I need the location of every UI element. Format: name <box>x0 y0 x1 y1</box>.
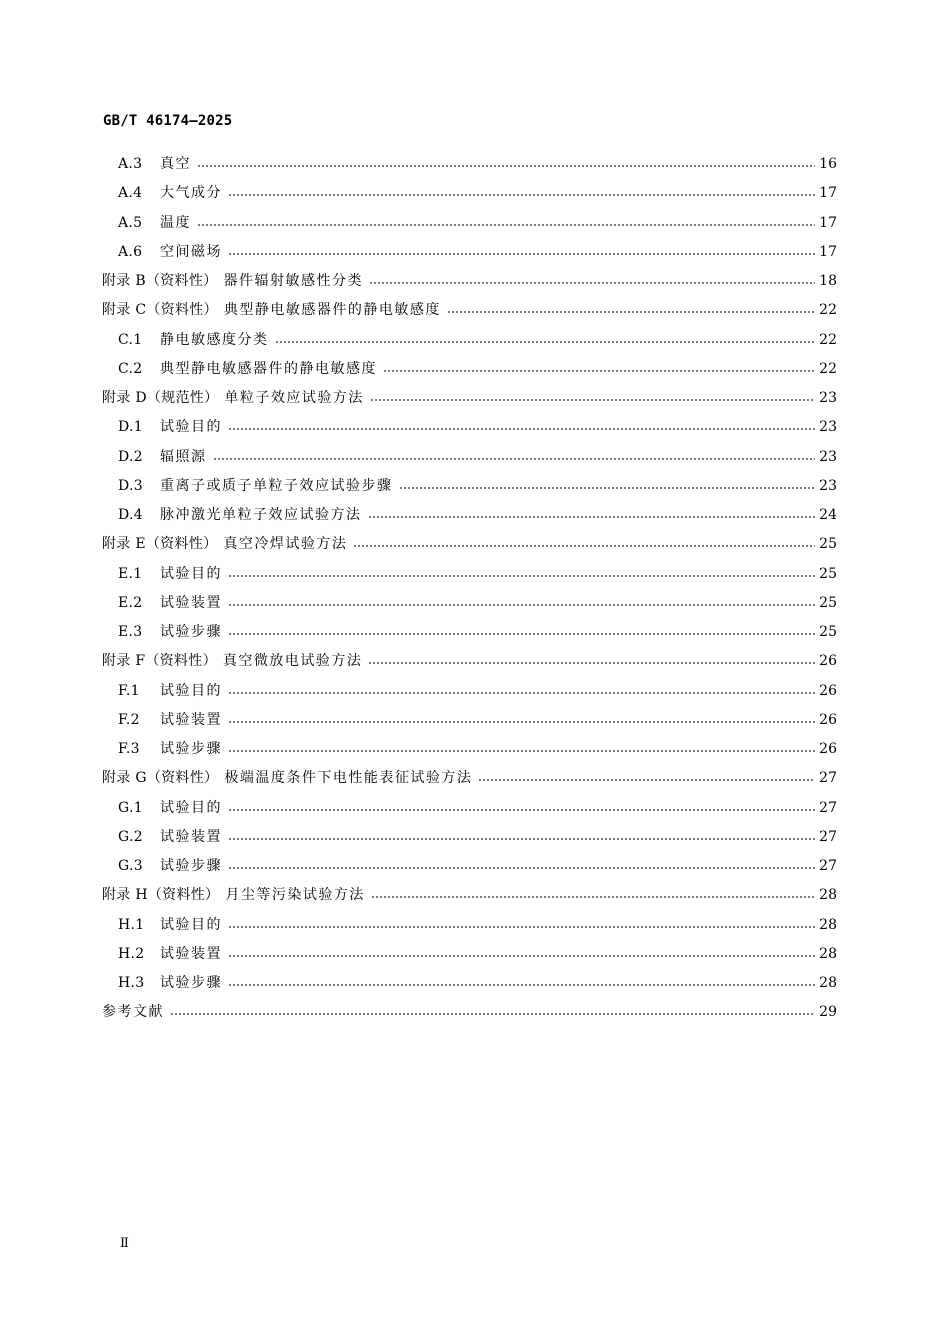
toc-entry-page: 25 <box>819 565 837 582</box>
toc-entry-number: A.3 <box>118 156 143 172</box>
toc-entry-number: 附录 C（资料性） <box>102 302 218 319</box>
toc-entry-number: G.2 <box>118 828 143 845</box>
toc-dot-leader <box>228 416 815 438</box>
toc-entry-number: F.2 <box>118 711 140 728</box>
toc-entry-page: 23 <box>819 477 837 494</box>
toc-entry-number: A.6 <box>118 243 143 260</box>
toc-entry[interactable] <box>118 358 837 380</box>
toc-entry-number: E.3 <box>118 624 143 640</box>
toc-dot-leader <box>228 914 815 936</box>
toc-dot-leader <box>228 855 815 877</box>
toc-entry-title: 真空冷焊试验方法 <box>223 536 348 553</box>
toc-entry-page: 29 <box>819 1004 837 1021</box>
toc-entry[interactable] <box>102 270 837 292</box>
toc-entry[interactable] <box>118 592 837 614</box>
toc-dot-leader <box>228 241 815 263</box>
toc-entry-page: 23 <box>819 419 837 436</box>
toc-entry-title: 试验装置 <box>160 828 222 845</box>
toc-entry-page: 16 <box>819 156 837 172</box>
toc-dot-leader <box>353 533 815 555</box>
toc-entry[interactable] <box>118 797 837 819</box>
toc-dot-leader <box>228 621 815 643</box>
toc-entry[interactable] <box>118 943 837 965</box>
toc-dot-leader <box>228 972 815 994</box>
toc-entry-page: 23 <box>819 390 837 406</box>
toc-entry[interactable] <box>118 621 837 643</box>
toc-entry-page: 17 <box>819 243 837 260</box>
toc-entry-page: 25 <box>819 624 837 640</box>
toc-dot-leader <box>228 797 815 819</box>
toc-entry-number: C.1 <box>118 331 143 348</box>
toc-entry-number: H.2 <box>118 945 145 962</box>
toc-entry[interactable] <box>118 563 837 585</box>
toc-dot-leader <box>478 767 815 789</box>
toc-entry[interactable] <box>118 680 837 702</box>
toc-dot-leader <box>170 1001 815 1023</box>
toc-entry-page: 28 <box>819 975 837 991</box>
toc-dot-leader <box>228 738 815 760</box>
toc-entry[interactable] <box>118 972 837 994</box>
toc-entry-title: 器件辐射敏感性分类 <box>223 273 363 289</box>
toc-dot-leader <box>369 270 815 292</box>
toc-entry-number: C.2 <box>118 360 143 377</box>
toc-dot-leader <box>399 475 816 497</box>
toc-entry-title: 试验目的 <box>160 682 222 699</box>
toc-entry[interactable] <box>102 650 837 672</box>
toc-entry-title: 真空 <box>160 156 191 172</box>
toc-entry[interactable] <box>118 153 837 175</box>
standard-code: GB/T 46174—2025 <box>103 113 233 129</box>
toc-dot-leader <box>213 446 816 468</box>
toc-dot-leader <box>197 212 815 234</box>
toc-entry-page: 27 <box>819 799 837 816</box>
toc-entry-title: 真空微放电试验方法 <box>222 653 363 670</box>
page-number: Ⅱ <box>120 1236 129 1251</box>
toc-entry-page: 22 <box>819 302 837 319</box>
toc-entry-page: 22 <box>819 360 837 377</box>
toc-entry-page: 25 <box>819 594 837 611</box>
toc-entry[interactable] <box>102 387 837 409</box>
toc-entry-number: D.2 <box>118 448 143 465</box>
toc-dot-leader <box>368 504 816 526</box>
toc-entry-page: 22 <box>819 331 837 348</box>
toc-entry-title: 试验装置 <box>160 594 222 611</box>
toc-dot-leader <box>368 650 815 672</box>
toc-dot-leader <box>447 299 815 321</box>
toc-entry-title: 温度 <box>160 214 191 231</box>
toc-entry[interactable] <box>118 709 837 731</box>
toc-entry[interactable] <box>102 533 837 555</box>
toc-entry[interactable] <box>118 182 837 204</box>
toc-entry-title: 试验步骤 <box>160 858 222 874</box>
toc-entry-page: 28 <box>819 916 837 933</box>
toc-entry[interactable] <box>118 212 837 234</box>
toc-dot-leader <box>228 943 815 965</box>
toc-entry-title: 重离子或质子单粒子效应试验步骤 <box>160 477 393 494</box>
toc-entry[interactable] <box>118 914 837 936</box>
toc-entry-page: 28 <box>819 945 837 962</box>
toc-entry-title: 单粒子效应试验方法 <box>224 390 364 406</box>
toc-entry-number: F.3 <box>118 741 140 757</box>
toc-entry-page: 18 <box>819 273 837 289</box>
toc-entry[interactable] <box>118 738 837 760</box>
toc-entry-title: 静电敏感度分类 <box>160 331 269 348</box>
toc-entry-title: 试验目的 <box>160 799 222 816</box>
toc-entry-number: 附录 F（资料性） <box>102 653 217 670</box>
toc-entry-number: E.1 <box>118 565 143 582</box>
toc-entry-title: 极端温度条件下电性能表征试验方法 <box>224 770 473 787</box>
toc-entry-page: 25 <box>819 536 837 553</box>
toc-entry-number: H.3 <box>118 975 145 991</box>
toc-dot-leader <box>383 358 815 380</box>
toc-entry-title: 典型静电敏感器件的静电敏感度 <box>223 302 441 319</box>
toc-dot-leader <box>371 884 815 906</box>
toc-entry-number: D.3 <box>118 477 143 494</box>
toc-entry-number: 附录 B（资料性） <box>102 273 218 289</box>
toc-entry[interactable] <box>102 1001 837 1023</box>
toc-entry-page: 17 <box>819 185 837 202</box>
toc-entry-title: 试验装置 <box>160 945 222 962</box>
toc-dot-leader <box>228 680 815 702</box>
toc-entry[interactable] <box>118 416 837 438</box>
toc-entry-title: 试验目的 <box>160 565 222 582</box>
toc-entry[interactable] <box>118 826 837 848</box>
toc-entry-page: 17 <box>819 214 837 231</box>
toc-entry-page: 23 <box>819 448 837 465</box>
toc-entry-page: 26 <box>819 682 837 699</box>
toc-entry-title: 试验步骤 <box>160 741 222 757</box>
toc-entry-number: D.1 <box>118 419 143 436</box>
toc-dot-leader <box>370 387 815 409</box>
toc-entry-number: H.1 <box>118 916 145 933</box>
toc-entry-page: 28 <box>819 887 837 904</box>
toc-entry-page: 26 <box>819 653 837 670</box>
toc-entry[interactable] <box>118 504 837 526</box>
toc-dot-leader <box>197 153 815 175</box>
toc-dot-leader <box>228 563 815 585</box>
toc-entry[interactable] <box>102 767 837 789</box>
toc-entry-number: A.5 <box>118 214 143 231</box>
toc-entry-title: 试验步骤 <box>160 975 222 991</box>
toc-entry-number: 附录 H（资料性） <box>102 887 220 904</box>
toc-entry-title: 月尘等污染试验方法 <box>225 887 365 904</box>
toc-dot-leader <box>228 592 815 614</box>
toc-entry-title: 试验目的 <box>160 916 222 933</box>
toc-entry-number: G.3 <box>118 858 143 874</box>
toc-entry-page: 24 <box>819 507 837 523</box>
toc-entry-title: 脉冲激光单粒子效应试验方法 <box>160 507 362 523</box>
toc-entry-title: 大气成分 <box>160 185 222 202</box>
toc-entry[interactable] <box>118 241 837 263</box>
toc-entry-page: 27 <box>819 828 837 845</box>
toc-entry-title: 辐照源 <box>160 448 207 465</box>
toc-entry-title: 试验装置 <box>160 711 222 728</box>
toc-entry-number: 附录 E（资料性） <box>102 536 218 553</box>
toc-entry-number: E.2 <box>118 594 143 611</box>
toc-entry[interactable] <box>118 446 837 468</box>
toc-entry-title: 试验步骤 <box>160 624 222 640</box>
toc-entry-number: A.4 <box>118 185 143 202</box>
toc-entry-number: 附录 G（资料性） <box>102 770 219 787</box>
toc-dot-leader <box>275 329 816 351</box>
toc-entry-title: 试验目的 <box>160 419 222 436</box>
toc-entry-title: 空间磁场 <box>160 243 222 260</box>
toc-entry[interactable] <box>118 329 837 351</box>
toc-entry-number: D.4 <box>118 507 143 523</box>
toc-entry[interactable] <box>102 884 837 906</box>
toc-entry-title: 典型静电敏感器件的静电敏感度 <box>160 360 377 377</box>
toc-dot-leader <box>228 182 815 204</box>
toc-entry-title: 参考文献 <box>102 1004 164 1021</box>
toc-entry-page: 27 <box>819 858 837 874</box>
toc-entry-page: 26 <box>819 711 837 728</box>
toc-entry[interactable] <box>102 299 837 321</box>
toc-entry[interactable] <box>118 475 837 497</box>
toc-entry-number: F.1 <box>118 682 140 699</box>
toc-entry-number: G.1 <box>118 799 143 816</box>
toc-entry-page: 27 <box>819 770 837 787</box>
toc-dot-leader <box>228 826 815 848</box>
toc-dot-leader <box>228 709 815 731</box>
toc-entry-number: 附录 D（规范性） <box>102 390 219 406</box>
toc-entry[interactable] <box>118 855 837 877</box>
toc-entry-page: 26 <box>819 741 837 757</box>
